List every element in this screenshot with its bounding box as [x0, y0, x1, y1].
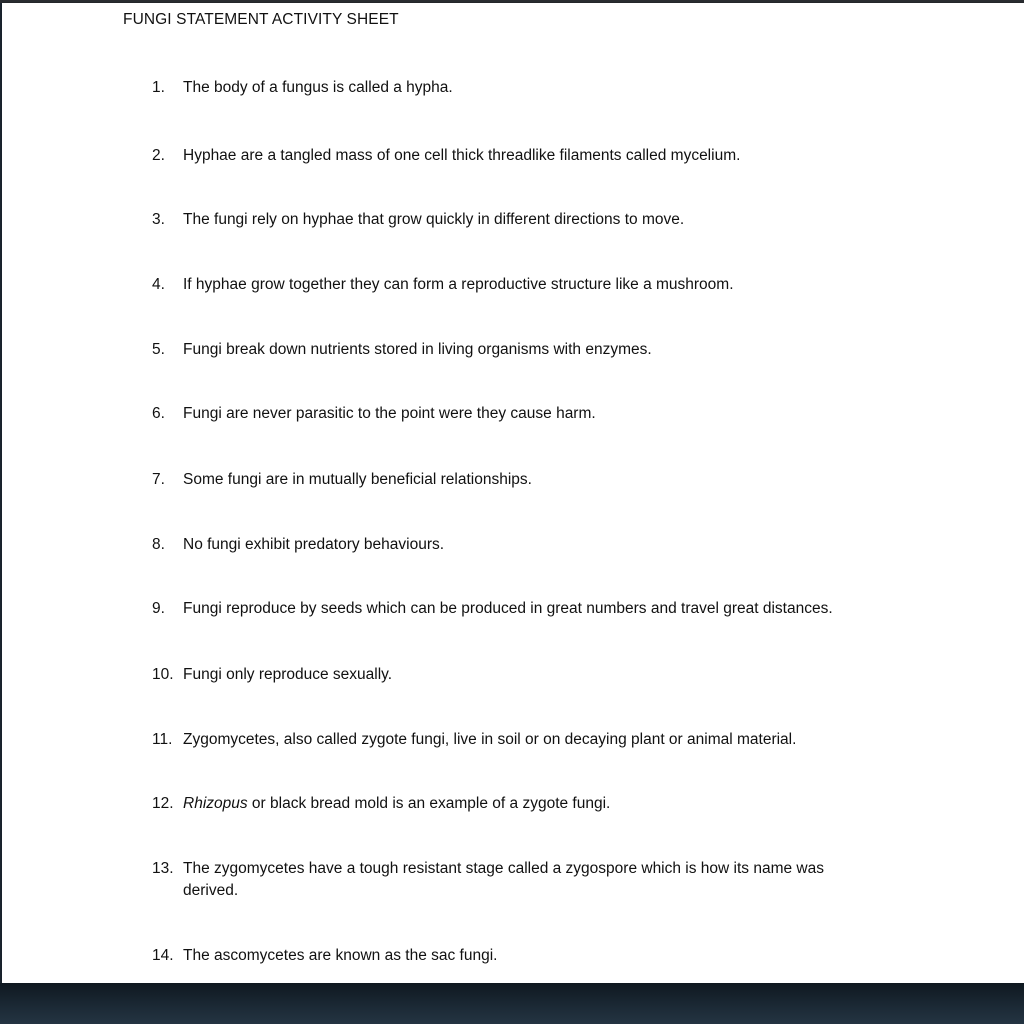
item-number: 13. [152, 860, 174, 877]
item-number: 1. [152, 79, 165, 96]
viewer-background [0, 983, 1024, 1024]
item-text: The fungi rely on hyphae that grow quickly in different directions to move. [183, 211, 685, 228]
item-text: Fungi reproduce by seeds which can be produced in great numbers and travel great distances. [183, 600, 833, 617]
item-italic-term: Rhizopus [183, 795, 248, 812]
item-number: 12. [152, 795, 174, 812]
item-text: Fungi only reproduce sexually. [183, 666, 393, 683]
item-number: 14. [152, 947, 174, 964]
item-text: The body of a fungus is called a hypha. [183, 79, 453, 96]
item-number: 6. [152, 405, 165, 422]
item-number: 5. [152, 341, 165, 358]
item-number: 2. [152, 147, 165, 164]
item-text: Some fungi are in mutually beneficial relationships. [183, 471, 532, 488]
item-number: 8. [152, 536, 165, 553]
item-number: 4. [152, 276, 165, 293]
page-title: FUNGI STATEMENT ACTIVITY SHEET [123, 11, 399, 28]
item-number: 3. [152, 211, 165, 228]
item-number: 7. [152, 471, 165, 488]
document-page [2, 3, 1024, 983]
item-number: 9. [152, 600, 165, 617]
item-text: The ascomycetes are known as the sac fungi. [183, 947, 498, 964]
item-text: No fungi exhibit predatory behaviours. [183, 536, 445, 553]
item-text: Hyphae are a tangled mass of one cell thick threadlike filaments called mycelium. [183, 147, 741, 164]
item-text: Fungi break down nutrients stored in living organisms with enzymes. [183, 341, 652, 358]
item-text-rest: or black bread mold is an example of a zygote fungi. [247, 795, 611, 812]
item-text [183, 793, 903, 815]
item-text: Zygomycetes, also called zygote fungi, live in soil or on decaying plant or animal material. [183, 731, 797, 748]
item-number: 11. [152, 731, 173, 748]
item-text: If hyphae grow together they can form a reproductive structure like a mushroom. [183, 276, 734, 293]
item-text: The zygomycetes have a tough resistant stage called a zygospore which is how its name was derived. [183, 860, 824, 899]
item-number: 10. [152, 666, 174, 683]
item-text: Fungi are never parasitic to the point were they cause harm. [183, 405, 596, 422]
